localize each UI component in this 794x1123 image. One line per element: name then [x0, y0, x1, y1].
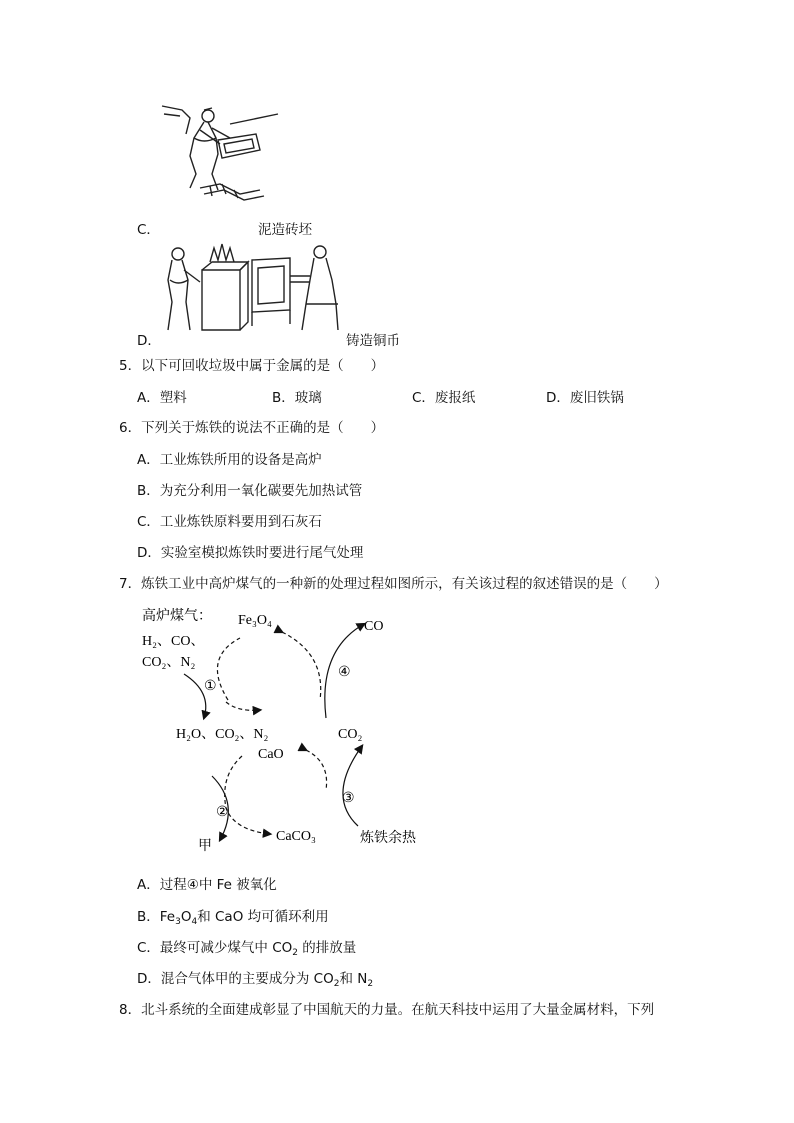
- q7-option-b-sub-1: 3: [175, 917, 181, 927]
- q7-option-c-prefix: C．最终可减少煤气中 CO: [137, 940, 293, 956]
- q7-option-d: [137, 967, 373, 987]
- heat-label: 炼铁余热: [360, 830, 416, 846]
- upper-cycle-right-arc: [282, 632, 321, 700]
- blast-furnace-gas-cycle-diagram: [130, 600, 450, 860]
- q5-option-d: D．废旧铁锅: [546, 390, 624, 406]
- step-2-label: ②: [216, 805, 229, 820]
- q7-option-d-sub-1: 2: [333, 979, 340, 989]
- q5-option-a: A．塑料: [137, 390, 187, 406]
- step-1-label: ①: [204, 679, 217, 694]
- q7-option-a: [137, 873, 277, 893]
- q7-option-a-prefix: A．过程: [137, 877, 187, 893]
- gas-line-1: H₂、CO、: [142, 634, 205, 649]
- question-6-stem: 6．下列关于炼铁的说法不正确的是（ ）: [119, 420, 385, 436]
- option-d-caption: 铸造铜币: [346, 333, 400, 349]
- question-7-stem: 7．炼铁工业中高炉煤气的一种新的处理过程如图所示，有关该过程的叙述错误的是（ ）: [119, 576, 668, 592]
- upper-cycle-left-arc: [217, 638, 240, 700]
- q7-option-d-sub-2: 2: [367, 979, 374, 989]
- q6-option-b: B．为充分利用一氧化碳要先加热试管: [137, 483, 363, 499]
- question-5-stem: 5．以下可回收垃圾中属于金属的是（ ）: [119, 358, 385, 374]
- step-3-label: ③: [342, 791, 355, 806]
- coin-casting-illustration: [160, 240, 350, 338]
- q6-option-a: A．工业炼铁所用的设备是高炉: [137, 452, 322, 468]
- process-3-arrow: [343, 746, 362, 826]
- q5-option-c: C．废报纸: [412, 390, 476, 406]
- option-c-caption: 泥造砖坯: [258, 222, 312, 238]
- q7-option-b-suffix: 和 CaO 均可循环利用: [197, 909, 329, 925]
- process-1-arrow: [184, 674, 206, 718]
- q7-option-d-prefix: D．混合气体甲的主要成分为 CO: [137, 971, 334, 987]
- gas-line-2: CO₂、N₂: [142, 655, 196, 670]
- step-4-label: ④: [338, 665, 351, 680]
- option-c-letter: C．: [137, 222, 160, 238]
- products-1-label: H₂O、CO₂、N₂: [176, 727, 269, 742]
- upper-cycle-bottom-arrow: [226, 702, 260, 710]
- q7-option-c: [137, 936, 356, 956]
- q7-option-b-mid: O: [180, 909, 192, 925]
- co-label: CO: [364, 619, 384, 634]
- q5-option-b: B．玻璃: [272, 390, 322, 406]
- cao-label: CaO: [258, 747, 284, 762]
- caco3-label: CaCO₃: [276, 829, 316, 844]
- question-8-stem: 8．北斗系统的全面建成彰显了中国航天的力量。在航天科技中运用了大量金属材料，下列: [119, 1002, 655, 1018]
- q7-option-b: [137, 905, 329, 925]
- gas-title: 高炉煤气：: [142, 608, 212, 624]
- brick-making-illustration: [160, 104, 280, 204]
- q7-option-b-sub-2: 4: [191, 917, 198, 927]
- fe3o4-label: Fe₃O₄: [238, 613, 272, 628]
- q6-option-c: C．工业炼铁原料要用到石灰石: [137, 514, 322, 530]
- option-d-letter: D．: [137, 333, 161, 349]
- q6-option-d: D．实验室模拟炼铁时要进行尾气处理: [137, 545, 364, 561]
- q7-option-a-suffix: 中 Fe 被氧化: [198, 877, 277, 893]
- q7-option-b-prefix: B．Fe: [137, 909, 176, 925]
- q7-option-c-sub: 2: [292, 948, 299, 958]
- co2-label: CO₂: [338, 727, 363, 742]
- lower-cycle-left-arc: [225, 756, 270, 834]
- q7-option-a-step: ④: [186, 877, 199, 893]
- q7-option-c-suffix: 的排放量: [298, 940, 357, 956]
- q7-option-d-mid: 和 N: [339, 971, 368, 987]
- lower-cycle-right-arc: [306, 750, 327, 790]
- jia-label: 甲: [198, 838, 212, 854]
